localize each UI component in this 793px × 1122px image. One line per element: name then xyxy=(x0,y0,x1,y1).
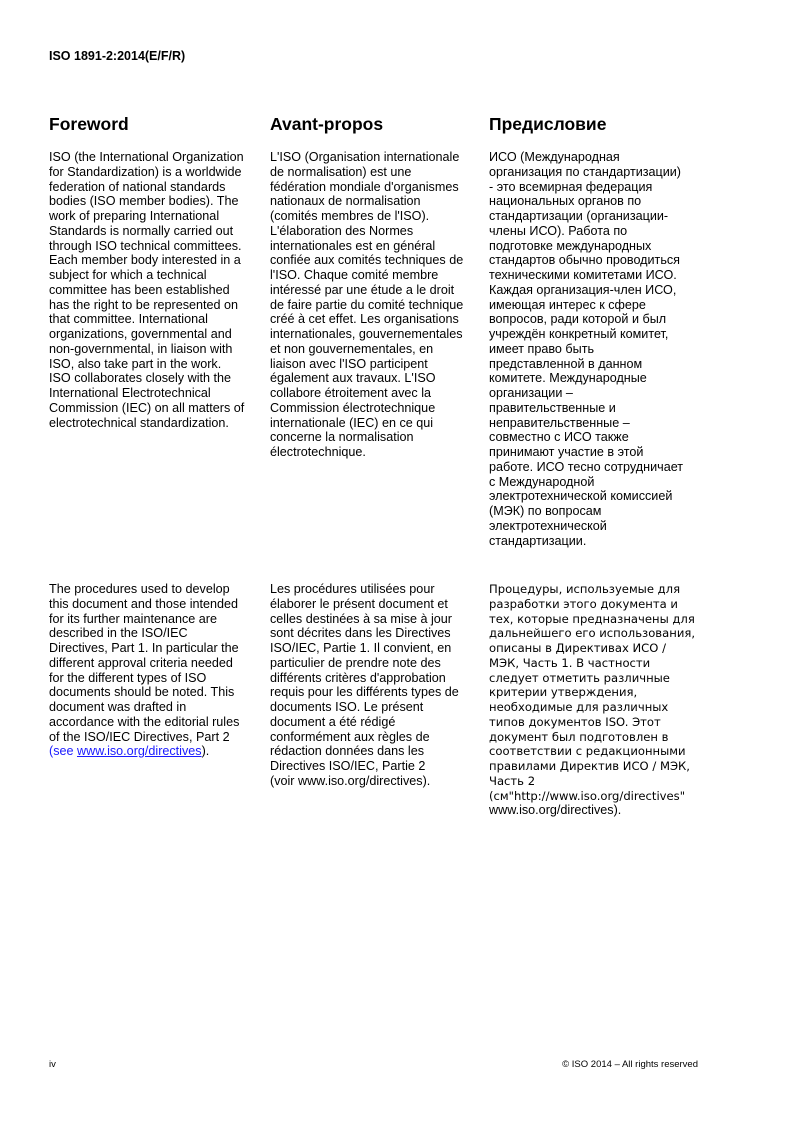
see-text: (see xyxy=(49,744,77,759)
predislovie-paragraph-2-text: Процедуры, используемые для разработки этого документа и тех, которые предназначены для дальнейшего его использования, описаны в Директивах ИСО / МЭК, Часть 1. В частности следует отметить различные критерии утверждения, необходимые для различных типов документов ISO. Этот документ был подготовлен в соответствии с редакционными правилами Директив ИСО / МЭК, Часть 2 (см"http://www.iso.org/directives" xyxy=(489,582,696,803)
copyright-notice: © ISO 2014 – All rights reserved xyxy=(562,1059,698,1070)
directives-link[interactable]: www.iso.org/directives xyxy=(77,744,202,759)
foreword-paragraph-2-text: The procedures used to develop this document and those intended for its further maintenance are described in the ISO/IEC Directives, Part 1. In particular the different approval criteria needed for the different types of ISO documents should be noted. This document was drafted in accordance with the editorial rules of the ISO/IEC Directives, Part 2 xyxy=(49,582,240,744)
avant-propos-paragraph-2: Les procédures utilisées pour élaborer le présent document et celles destinées à sa mise à jour sont décrites dans les Directives ISO/IEC, Partie 1. Il convient, en particulier de prendre note des différents critères d'approbation requis pour les différents types de documents ISO. Le présent document a été rédigé conformément aux règles de rédaction données dans les Directives ISO/IEC, Partie 2 (voir www.iso.org/directives). xyxy=(270,582,459,788)
avant-propos-paragraph-1: L'ISO (Organisation internationale de normalisation) est une fédération mondiale d'organismes nationaux de normalisation (comités membres de l'ISO). L'élaboration des Normes internationales est en général confiée aux comités techniques de l'ISO. Chaque comité membre intéressé par une étude a le droit de faire partie du comité technique créé à cet effet. Les organisations internationales, gouvernementales et non gouvernementales, en liaison avec l'ISO participent également aux travaux. L'ISO collabore étroitement avec la Commission électrotechnique internationale (IEC) en ce qui concerne la normalisation électrotechnique. xyxy=(270,150,464,459)
page-number: iv xyxy=(49,1059,56,1070)
predislovie-paragraph-2 xyxy=(489,582,711,818)
predislovie-paragraph-1: ИСО (Международная организация по стандартизации) - это всемирная федерация национальных органов по стандартизации (организации- члены ИСО). Работа по подготовке международных стандартов обычно проводиться техническими комитетами ИСО. Каждая организация-член ИСО, имеющая интерес к сфере вопросов, ради которой и был учреждён конкретный комитет, имеет право быть представленной в данном комитете. Международные организации – правительственные и неправительственные – совместно с ИСО также принимают участие в этой работе. ИСО тесно сотрудничает с Международной электротехнической комиссией (МЭК) по вопросам электротехнической стандартизации. xyxy=(489,150,684,548)
foreword-paragraph-1: ISO (the International Organization for Standardization) is a worldwide federation of national standards bodies (ISO member bodies). The work of preparing International Standards is normally carried out through ISO technical committees. Each member body interested in a subject for which a technical committee has been established has the right to be represented on that committee. International organizations, governmental and non-governmental, in liaison with ISO, also take part in the work. ISO collaborates closely with the International Electrotechnical Commission (IEC) on all matters of electrotechnical standardization. xyxy=(49,150,245,430)
predislovie-paragraph-2-tail: www.iso.org/directives). xyxy=(489,803,622,818)
document-id-header: ISO 1891-2:2014(E/F/R) xyxy=(49,49,186,63)
heading-avant-propos: Avant-propos xyxy=(270,114,384,134)
foreword-paragraph-2 xyxy=(49,582,271,759)
paragraph-end: ). xyxy=(201,744,210,759)
heading-foreword: Foreword xyxy=(49,114,129,134)
heading-predislovie: Предисловие xyxy=(489,114,607,134)
